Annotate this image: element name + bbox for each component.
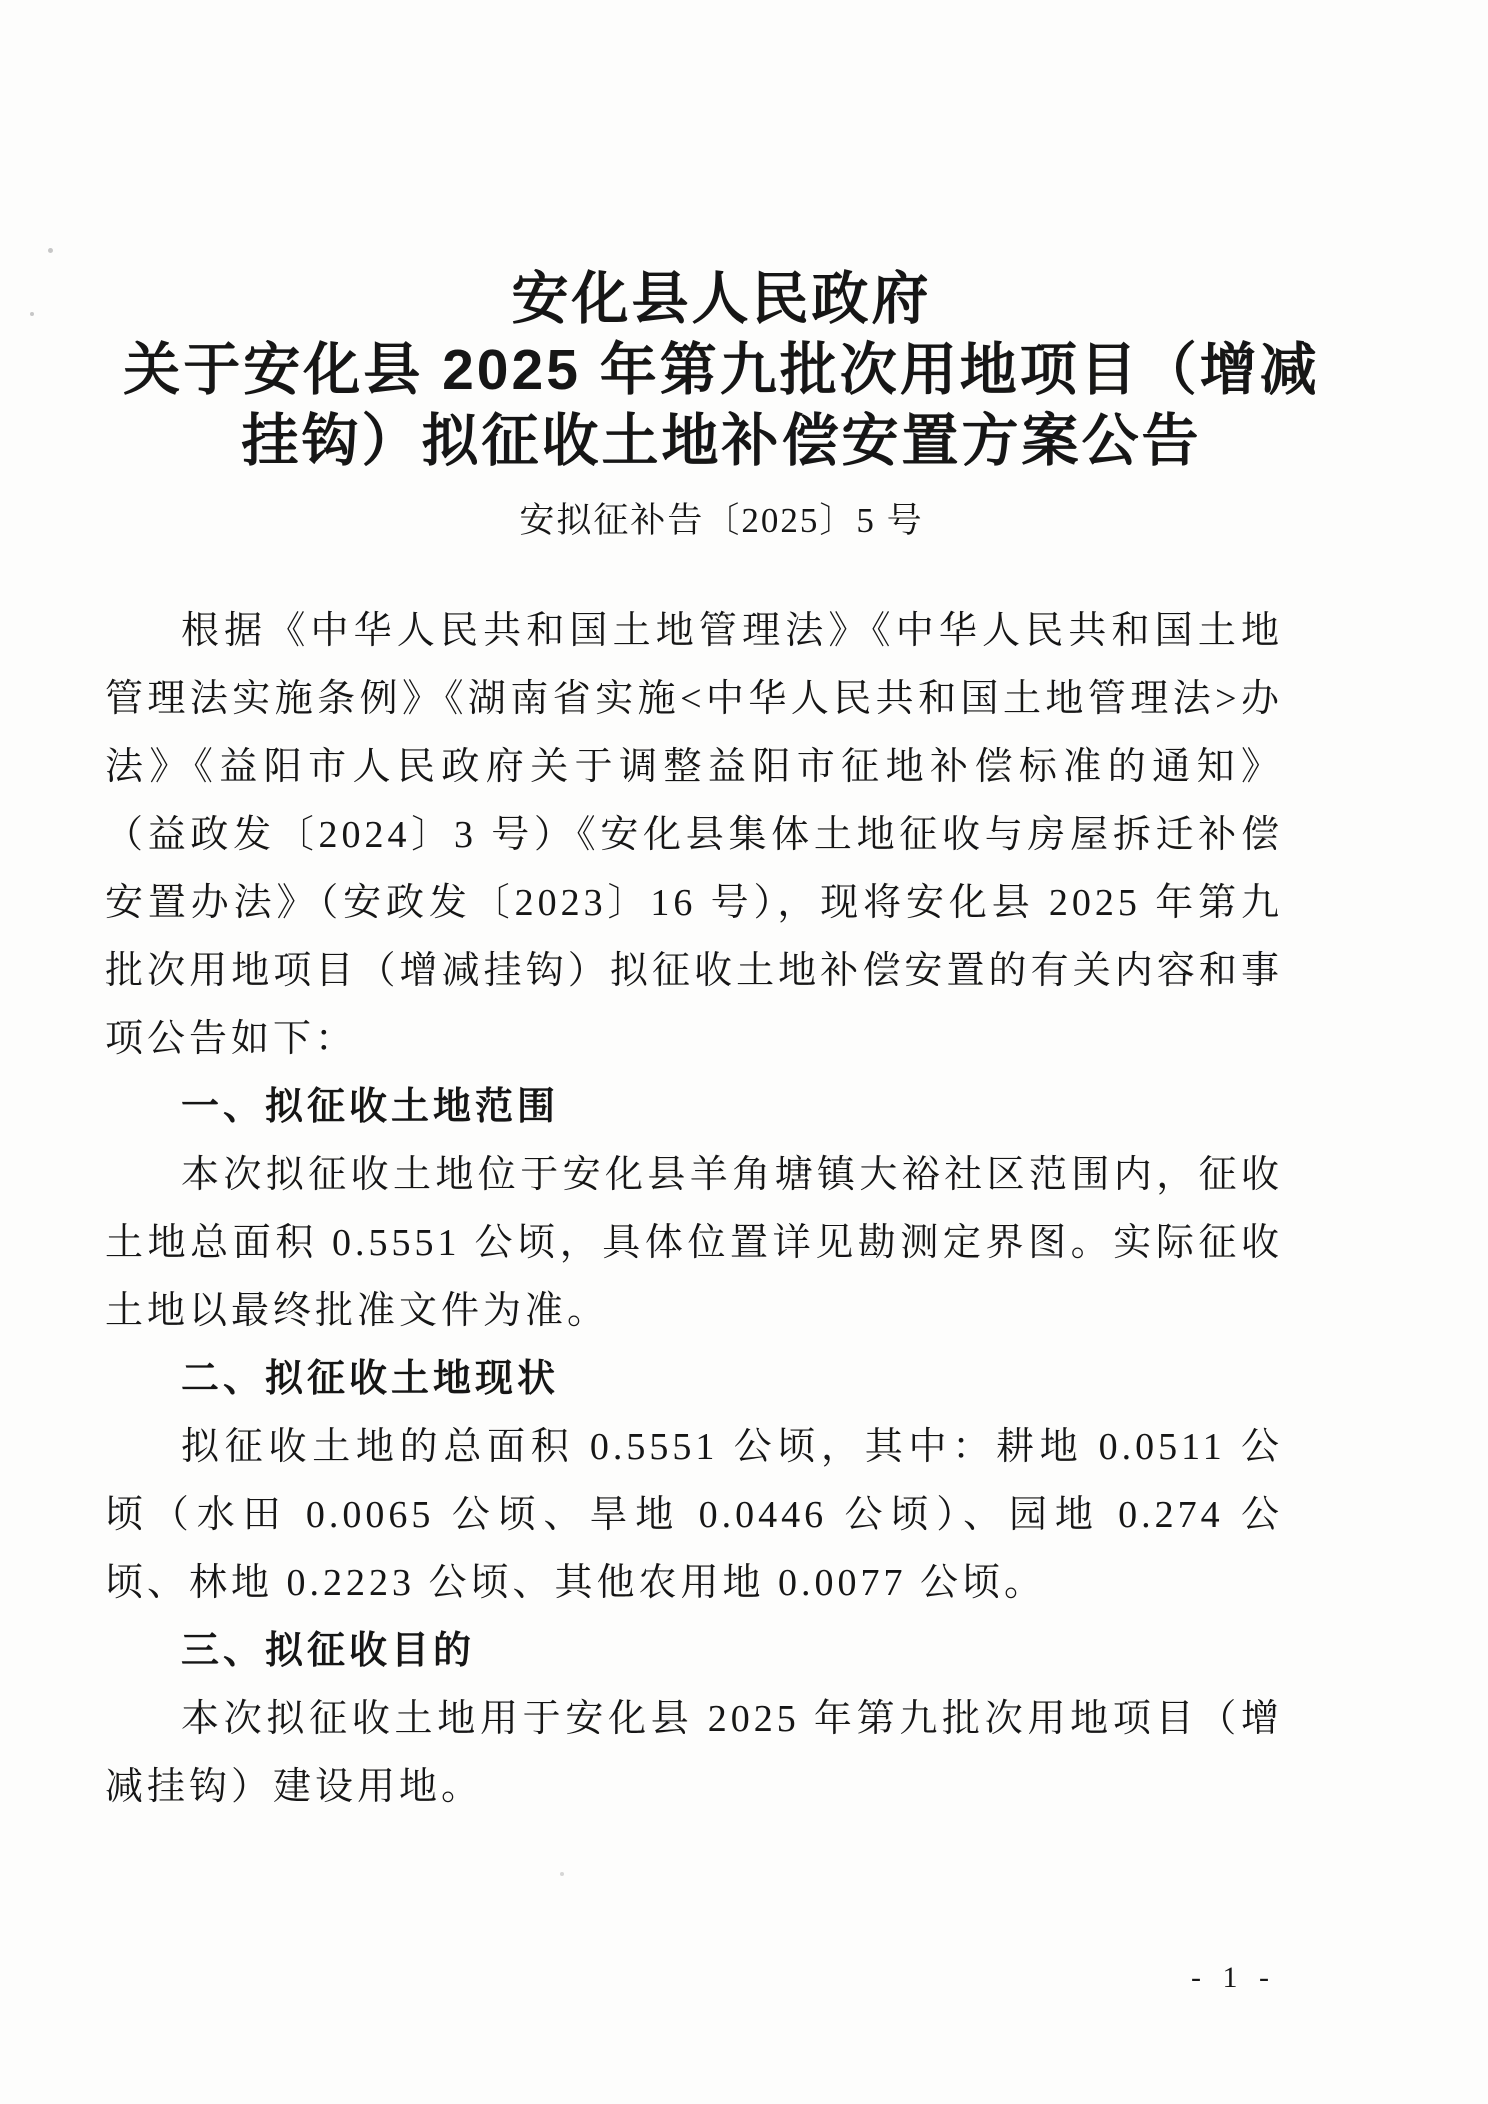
section-heading: 三、拟征收目的 — [181, 1630, 476, 1672]
body-paragraph: 本次拟征收土地用于安化县 2025 年第九批次用地项目（增减挂钩）建设用地。 — [105, 1698, 1283, 1808]
scan-speck — [48, 248, 53, 253]
document-title — [0, 0, 1488, 477]
document-body — [0, 597, 1488, 1821]
section-heading: 一、拟征收土地范围 — [181, 1086, 560, 1128]
page-number: - 1 - — [1191, 1961, 1276, 1994]
body-paragraph: 拟征收土地的总面积 0.5551 公顷，其中：耕地 0.0511 公顷（水田 0.0065 公顷、旱地 0.0446 公顷）、园地 0.274 公顷、林地 0.2223 公顷、其他农用地 0.0077 公顷。 — [105, 1426, 1283, 1604]
body-paragraph: 本次拟征收土地位于安化县羊角塘镇大裕社区范围内，征收土地总面积 0.5551 公顷，具体位置详见勘测定界图。实际征收土地以最终批准文件为准。 — [105, 1154, 1283, 1332]
title-line-3: 挂钩）拟征收土地补偿安置方案公告 — [241, 409, 1202, 473]
title-line-2: 关于安化县 2025 年第九批次用地项目（增减 — [123, 338, 1320, 402]
document-number: 安拟征补告〔2025〕5 号 — [519, 501, 924, 540]
section-heading: 二、拟征收土地现状 — [181, 1358, 560, 1400]
body-paragraph: 根据《中华人民共和国土地管理法》《中华人民共和国土地管理法实施条例》《湖南省实施<中华人民共和国土地管理法>办法》《益阳市人民政府关于调整益阳市征地补偿标准的通知》（益政发〔2024〕3 号）《安化县集体土地征收与房屋拆迁补偿安置办法》（安政发〔2023〕16 号），现将安化县 2025 年第九批次用地项目（增减挂钩）拟征收土地补偿安置的有关内容和事项公告如下： — [105, 610, 1283, 1060]
scan-speck — [30, 312, 34, 316]
title-line-1: 安化县人民政府 — [511, 267, 932, 331]
scan-speck — [560, 1872, 564, 1876]
